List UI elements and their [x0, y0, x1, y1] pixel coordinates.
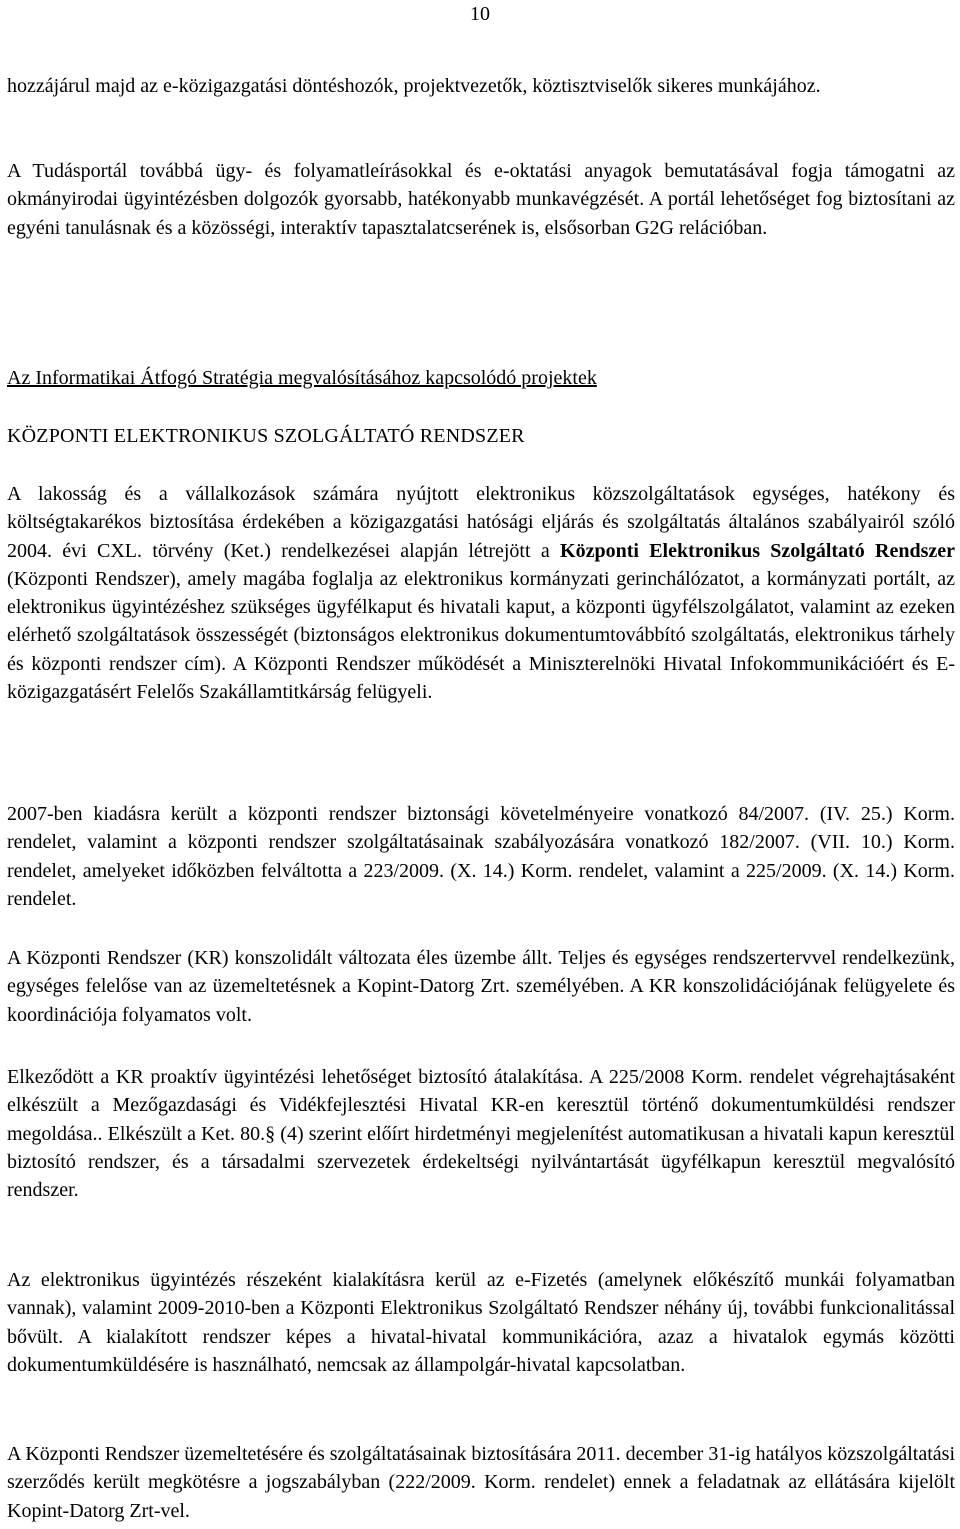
subheading-kesz: KÖZPONTI ELEKTRONIKUS SZOLGÁLTATÓ RENDSZER: [7, 425, 525, 447]
paragraph-kesz-description: [7, 480, 955, 706]
paragraph-e-payment: Az elektronikus ügyintézés részeként kialakításra kerül az e-Fizetés (amelynek előkészítő munkái folyamatban vannak), valamint 2009-2010-ben a Központi Elektronikus Szolgáltató Rendszer néhány új, további funkcionalitással bővült. A kialakított rendszer képes a hivatal-hivatal kommunikációra, azaz a hivatalok egymás közötti dokumentumküldésére is használható, nemcsak az állampolgár-hivatal kapcsolatban.: [7, 1269, 955, 1376]
paragraph-tudasportal: A Tudásportál továbbá ügy- és folyamatleírásokkal és e-oktatási anyagok bemutatásával fogja támogatni az okmányirodai ügyintézésben dolgozók gyorsabb, hatékonyabb munkavégzését. A portál lehetőséget fog biztosítani az egyéni tanulásnak és a közösségi, interaktív tapasztalatcserének is, elsősorban G2G relációban.: [7, 160, 955, 239]
page-number: 10: [470, 3, 490, 25]
paragraph-kesz-text-before: A lakosság és a vállalkozások számára nyújtott elektronikus közszolgáltatások egységes, hatékony és költségtakarékos biztosítása érdekében a közigazgatási hatósági eljárás és szolgáltatás általános szabályairól szóló 2004. évi CXL. törvény (Ket.) rendelkezései alapján létrejött a: [7, 483, 955, 562]
paragraph-proactive-admin: Elkeződött a KR proaktív ügyintézési lehetőséget biztosító átalakítása. A 225/2008 Korm. rendelet végrehajtásaként elkészült a Mezőgazdasági és Vidékfejlesztési Hivatal KR-en keresztül történő dokumentumküldési rendszer megoldása.. Elkészült a Ket. 80.§ (4) szerint előírt hirdetményi megjelenítést automatikusan a hivatali kapun keresztül biztosító rendszer, és a társadalmi szervezetek érdekeltségi nyilvántartását ügyfélkapun keresztül megvalósító rendszer.: [7, 1066, 955, 1202]
paragraph-kr-consolidation: A Központi Rendszer (KR) konszolidált változata éles üzembe állt. Teljes és egységes rendszertervvel rendelkezünk, egységes felelőse van az üzemeltetésnek a Kopint-Datorg Zrt. személyében. A KR konszolidációjának felügyelete és koordinációja folyamatos volt.: [7, 947, 955, 1026]
paragraph-kesz-bold-name: Központi Elektronikus Szolgáltató Rendszer: [560, 539, 955, 562]
paragraph-operation-contract: A Központi Rendszer üzemeltetésére és szolgáltatásainak biztosítására 2011. december 31-ig hatályos közszolgáltatási szerződés került megkötésre a jogszabályban (222/2009. Korm. rendelet) ennek a feladatnak az ellátására kijelölt Kopint-Datorg Zrt-vel.: [7, 1443, 955, 1522]
paragraph-kesz-text-after: (Központi Rendszer), amely magába foglalja az elektronikus kormányzati gerinchálózatot, a kormányzati portált, az elektronikus ügyintézéshez szükséges ügyfélkaput és hivatali kaput, a központi ügyfélszolgálatot, valamint az ezeken elérhető szolgáltatások összességét (biztonságos elektronikus dokumentumtovábbító szolgáltatás, elektronikus tárhely és központi rendszer cím). A Központi Rendszer működését a Miniszterelnöki Hivatal Infokommunikációért és E-közigazgatásért Felelős Szakállamtitkárság felügyeli.: [7, 567, 955, 704]
section-heading: Az Informatikai Átfogó Stratégia megvalósításához kapcsolódó projektek: [7, 367, 597, 389]
paragraph-regulations-2007: 2007-ben kiadásra került a központi rendszer biztonsági követelményeire vonatkozó 84/2007. (IV. 25.) Korm. rendelet, valamint a központi rendszer szolgáltatásainak szabályozására vonatkozó 182/2007. (VII. 10.) Korm. rendelet, amelyeket időközben felváltotta a 223/2009. (X. 14.) Korm. rendelet, valamint a 225/2009. (X. 14.) Korm. rendelet.: [7, 803, 955, 910]
paragraph-intro-continuation: hozzájárul majd az e-közigazgatási döntéshozók, projektvezetők, köztisztviselők sikeres munkájához.: [7, 75, 821, 97]
